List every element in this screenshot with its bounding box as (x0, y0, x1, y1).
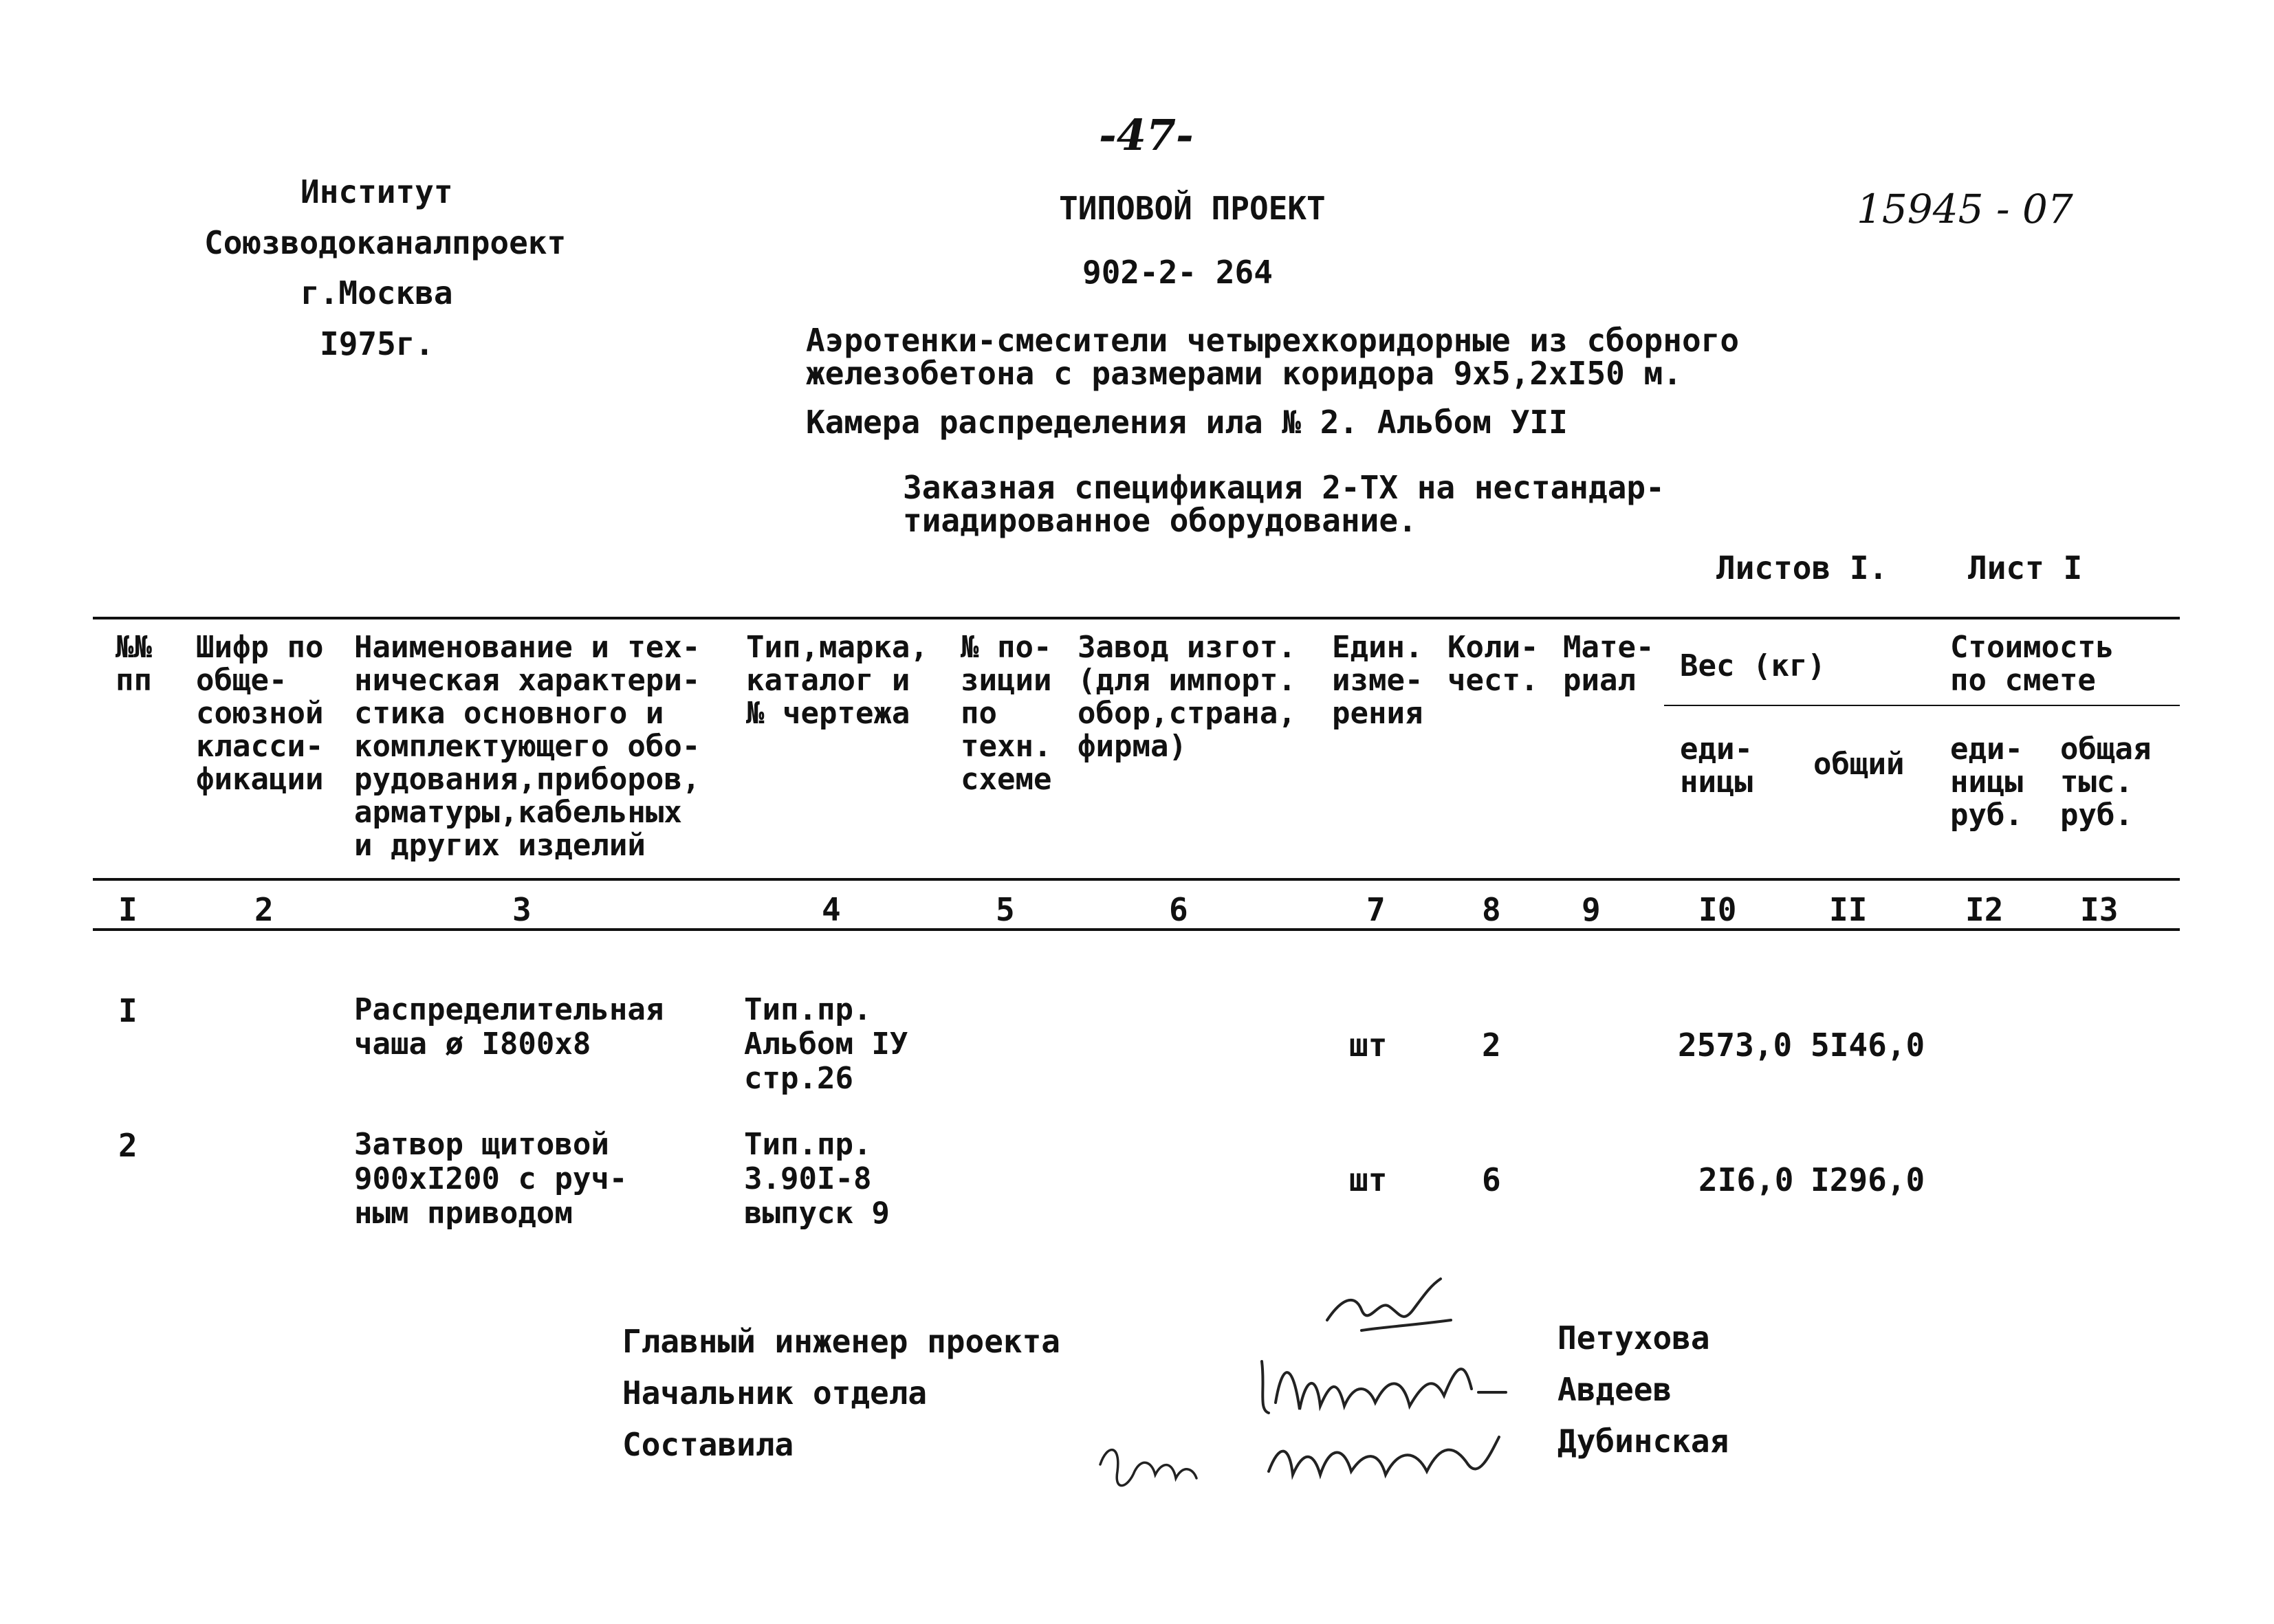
signature-role: Начальник отдела (622, 1374, 928, 1412)
table-top-rule (93, 617, 2180, 619)
spec-title-line1: Заказная спецификация 2-ТХ на нестандар- (903, 469, 1665, 506)
column-number: I0 (1698, 891, 1737, 928)
column-number: I3 (2080, 891, 2119, 928)
item-name: Затвор щитовой 900хI200 с руч- ным приводом (354, 1127, 628, 1231)
institute-name: Союзводоканалпроект (204, 224, 567, 261)
row-number: 2 (118, 1127, 138, 1164)
signature-role: Составила (622, 1426, 794, 1463)
column-number: 8 (1482, 891, 1501, 928)
handwritten-signature-3 (1262, 1423, 1509, 1495)
item-name: Распределительная чаша ø I800х8 (354, 992, 664, 1062)
project-number: 902-2- 264 (1082, 254, 1273, 291)
item-type: Тип.пр. Альбом IУ стр.26 (744, 992, 908, 1096)
column-number-rule (93, 928, 2180, 931)
institute-city: г.Москва (300, 274, 453, 311)
column-number: 5 (996, 891, 1015, 928)
column-number: 4 (822, 891, 841, 928)
spec-title-line2: тиадированное оборудование. (903, 502, 1417, 539)
column-number: 9 (1582, 891, 1601, 928)
project-type: ТИПОВОЙ ПРОЕКТ (1059, 190, 1326, 227)
header-col-7: Един. изме- рения (1332, 630, 1423, 731)
item-quantity: 2 (1482, 1027, 1501, 1064)
header-col-6: Завод изгот. (для импорт. обор,страна, фирма) (1078, 630, 1296, 764)
header-bottom-rule (93, 878, 2180, 881)
institute-year: I975г. (320, 325, 435, 362)
sheets-total: Листов I. (1716, 549, 1888, 586)
sheet-current: Лист I (1968, 549, 2083, 586)
header-col-10: еди- ницы (1680, 732, 1753, 800)
item-unit: шт (1349, 1027, 1388, 1064)
page-number: -47- (1099, 110, 1194, 160)
header-weight: Вес (кг) (1680, 648, 1826, 683)
project-title-line3: Камера распределения ила № 2. Альбом УII (806, 404, 1568, 441)
header-col-4: Тип,марка, каталог и № чертежа (746, 630, 928, 731)
header-col-8: Коли- чест. (1447, 630, 1539, 698)
header-col-3: Наименование и тех- ническая характери- стика основного и комплектующего обо- рудования,приборов, арматуры,кабельных и других изделий (354, 630, 701, 863)
handwritten-initials (1093, 1437, 1203, 1502)
column-number: I (118, 891, 138, 928)
column-number: 7 (1366, 891, 1386, 928)
signatory-name: Дубинская (1557, 1423, 1729, 1460)
weight-cost-divider (1664, 705, 2180, 706)
header-col-12: еди- ницы руб. (1950, 732, 2023, 833)
column-number: I2 (1965, 891, 2004, 928)
column-number: 3 (512, 891, 532, 928)
header-cost: Стоимость по смете (1950, 630, 2114, 698)
item-weight-unit: 2I6,0 (1698, 1161, 1794, 1198)
project-title-line2: железобетона с размерами коридора 9х5,2хI50 м. (806, 355, 1682, 392)
header-col-2: Шифр по обще- союзной класси- фикации (196, 630, 324, 797)
row-number: I (118, 992, 138, 1029)
handwritten-signature-2 (1251, 1348, 1520, 1426)
item-quantity: 6 (1482, 1161, 1501, 1198)
archive-number: 15945 - 07 (1857, 186, 2073, 232)
column-number: 2 (254, 891, 274, 928)
item-weight-total: 5I46,0 (1811, 1027, 1925, 1064)
item-weight-total: I296,0 (1811, 1161, 1925, 1198)
item-unit: шт (1349, 1161, 1388, 1198)
header-col-11: общий (1813, 747, 1905, 782)
header-col-1: №№ пп (116, 630, 152, 698)
item-weight-unit: 2573,0 (1678, 1027, 1793, 1064)
column-number: 6 (1169, 891, 1188, 928)
signatory-name: Авдеев (1557, 1371, 1672, 1408)
header-col-9: Мате- риал (1563, 630, 1654, 698)
header-col-13: общая тыс. руб. (2060, 732, 2152, 833)
institute-label: Институт (300, 173, 453, 210)
project-title-line1: Аэротенки-смесители четырехкоридорные из сборного (806, 322, 1740, 359)
header-col-5: № по- зиции по техн. схеме (961, 630, 1052, 797)
signatory-name: Петухова (1557, 1319, 1710, 1357)
column-number: II (1829, 891, 1868, 928)
handwritten-signature-1 (1320, 1272, 1465, 1350)
item-type: Тип.пр. 3.90I-8 выпуск 9 (744, 1127, 890, 1231)
signature-role: Главный инженер проекта (622, 1323, 1060, 1360)
